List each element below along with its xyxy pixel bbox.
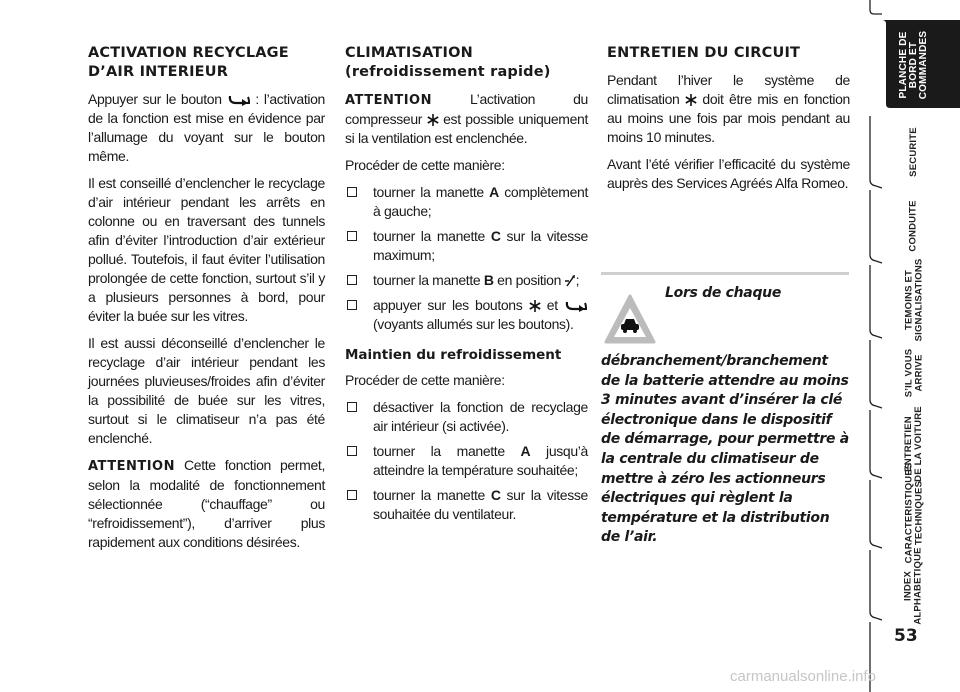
list-item: tourner la manette C sur la vitesse souhaitée du ventilateur. bbox=[345, 486, 588, 524]
list-item: tourner la manette A complètement à gauche; bbox=[345, 183, 588, 221]
procedure-label-2: Procéder de cette manière: bbox=[345, 372, 505, 388]
list-item: tourner la manette B en position ; bbox=[345, 271, 588, 290]
snowflake-icon bbox=[529, 300, 541, 312]
heading-recyclage: ACTIVATION RECYCLAGE D’AIR INTERIEUR bbox=[88, 45, 289, 80]
paragraph-discouraged: Il est aussi déconseillé d’enclencher le recyclage d’air intérieur pendant les journées pluvieuses/froides afin d’éviter la possibilité de buée sur les vitres, surtout si le climatiseur n’a pas été enclenché. bbox=[88, 335, 325, 446]
checkbox-bullet-icon bbox=[347, 446, 357, 456]
recirculation-icon bbox=[227, 94, 251, 106]
warning-triangle-icon bbox=[601, 288, 659, 352]
snowflake-icon bbox=[427, 114, 439, 126]
paragraph-button: Appuyer sur le bouton : l’activation de la fonction est mise en évidence par l’allumage du voyant sur le bouton même. bbox=[88, 91, 325, 164]
tab-index[interactable]: INDEX ALPHABETIQUE bbox=[902, 547, 924, 625]
recirculation-icon bbox=[564, 300, 588, 312]
maintenance-list bbox=[345, 398, 588, 524]
side-navigation bbox=[868, 0, 960, 692]
list-item: appuyer sur les boutons et (voyants allumés sur les boutons). bbox=[345, 296, 588, 334]
checkbox-bullet-icon bbox=[347, 275, 357, 285]
paragraph-summer: Avant l’été vérifier l’efficacité du système auprès des Services Agréés Alfa Romeo. bbox=[607, 156, 850, 191]
checkbox-bullet-icon bbox=[347, 402, 357, 412]
checkbox-bullet-icon bbox=[347, 187, 357, 197]
heading-entretien: ENTRETIEN DU CIRCUIT bbox=[607, 45, 801, 61]
column-recyclage bbox=[88, 44, 325, 560]
warning-box bbox=[601, 284, 851, 548]
tab-temoins[interactable]: TEMOINS ET SIGNALISATIONS bbox=[902, 258, 924, 342]
list-item: tourner la manette C sur la vitesse maximum; bbox=[345, 227, 588, 265]
tab-caracteristiques[interactable]: CARACTERISTIQUES TECHNIQUES bbox=[903, 462, 925, 564]
air-distribution-icon bbox=[565, 275, 576, 287]
tab-securite[interactable]: SECURITE bbox=[907, 127, 919, 177]
procedure-list bbox=[345, 183, 588, 334]
subheading-maintien: Maintien du refroidissement bbox=[345, 347, 562, 363]
column-climatisation bbox=[345, 44, 588, 532]
checkbox-bullet-icon bbox=[347, 490, 357, 500]
procedure-label: Procéder de cette manière: bbox=[345, 157, 505, 173]
paragraph-advice: Il est conseillé d’enclencher le recyclage d’air intérieur pendant les arrêts en colonne ou en traversant des tunnels afin d’éviter l’introduction d’air extérieur pollué. Toutefois, il faut éviter l’utilisation prolongée de cette fonction, surtout s’il y a plusieurs personnes à bord, pour éviter la buée sur les vitres. bbox=[88, 175, 325, 324]
warning-divider bbox=[601, 272, 849, 275]
checkbox-bullet-icon bbox=[347, 231, 357, 241]
tab-planche-de-bord[interactable]: PLANCHE DE BORD ET COMMANDES bbox=[898, 30, 929, 100]
snowflake-icon bbox=[685, 94, 697, 106]
list-item: désactiver la fonction de recyclage air intérieur (si activée). bbox=[345, 398, 588, 436]
warning-text: Lors de chaque débranchement/branchement de la batterie attendre au moins 3 minutes avant d’insérer la clé électronique dans le dispositif de démarrage, pour permettre à la centrale du climatiseur de mettre à zéro les actionneurs électriques qui règlent la température et la distribution de l’air. bbox=[601, 285, 849, 546]
paragraph-attention: ATTENTION Cette fonction permet, selon la modalité de fonctionnement sélectionnée (“chauffage” ou “refroidissement”), d’arriver plus rapidement aux conditions désirées. bbox=[88, 457, 325, 550]
watermark: carmanualsonline.info bbox=[730, 668, 876, 685]
list-item: tourner la manette A jusqu’à atteindre la température souhaitée; bbox=[345, 442, 588, 480]
tab-conduite[interactable]: CONDUITE bbox=[908, 200, 919, 252]
tab-sil-vous-arrive[interactable]: S’IL VOUS ARRIVE bbox=[902, 348, 924, 398]
paragraph-winter: Pendant l’hiver le système de climatisation doit être mis en fonction au moins une fois par mois pendant au moins 10 minutes. bbox=[607, 72, 850, 145]
tab-entretien[interactable]: ENTRETIEN DE LA VOITURE bbox=[903, 406, 924, 482]
page-number: 53 bbox=[894, 626, 918, 646]
paragraph-attention-compressor: ATTENTION L’activation du compresseur est possible uniquement si la ventilation est enclenchée. bbox=[345, 91, 588, 146]
attention-label: ATTENTION bbox=[88, 459, 175, 474]
heading-climatisation: CLIMATISATION (refroidissement rapide) bbox=[345, 45, 551, 80]
checkbox-bullet-icon bbox=[347, 300, 357, 310]
column-entretien bbox=[607, 44, 850, 201]
